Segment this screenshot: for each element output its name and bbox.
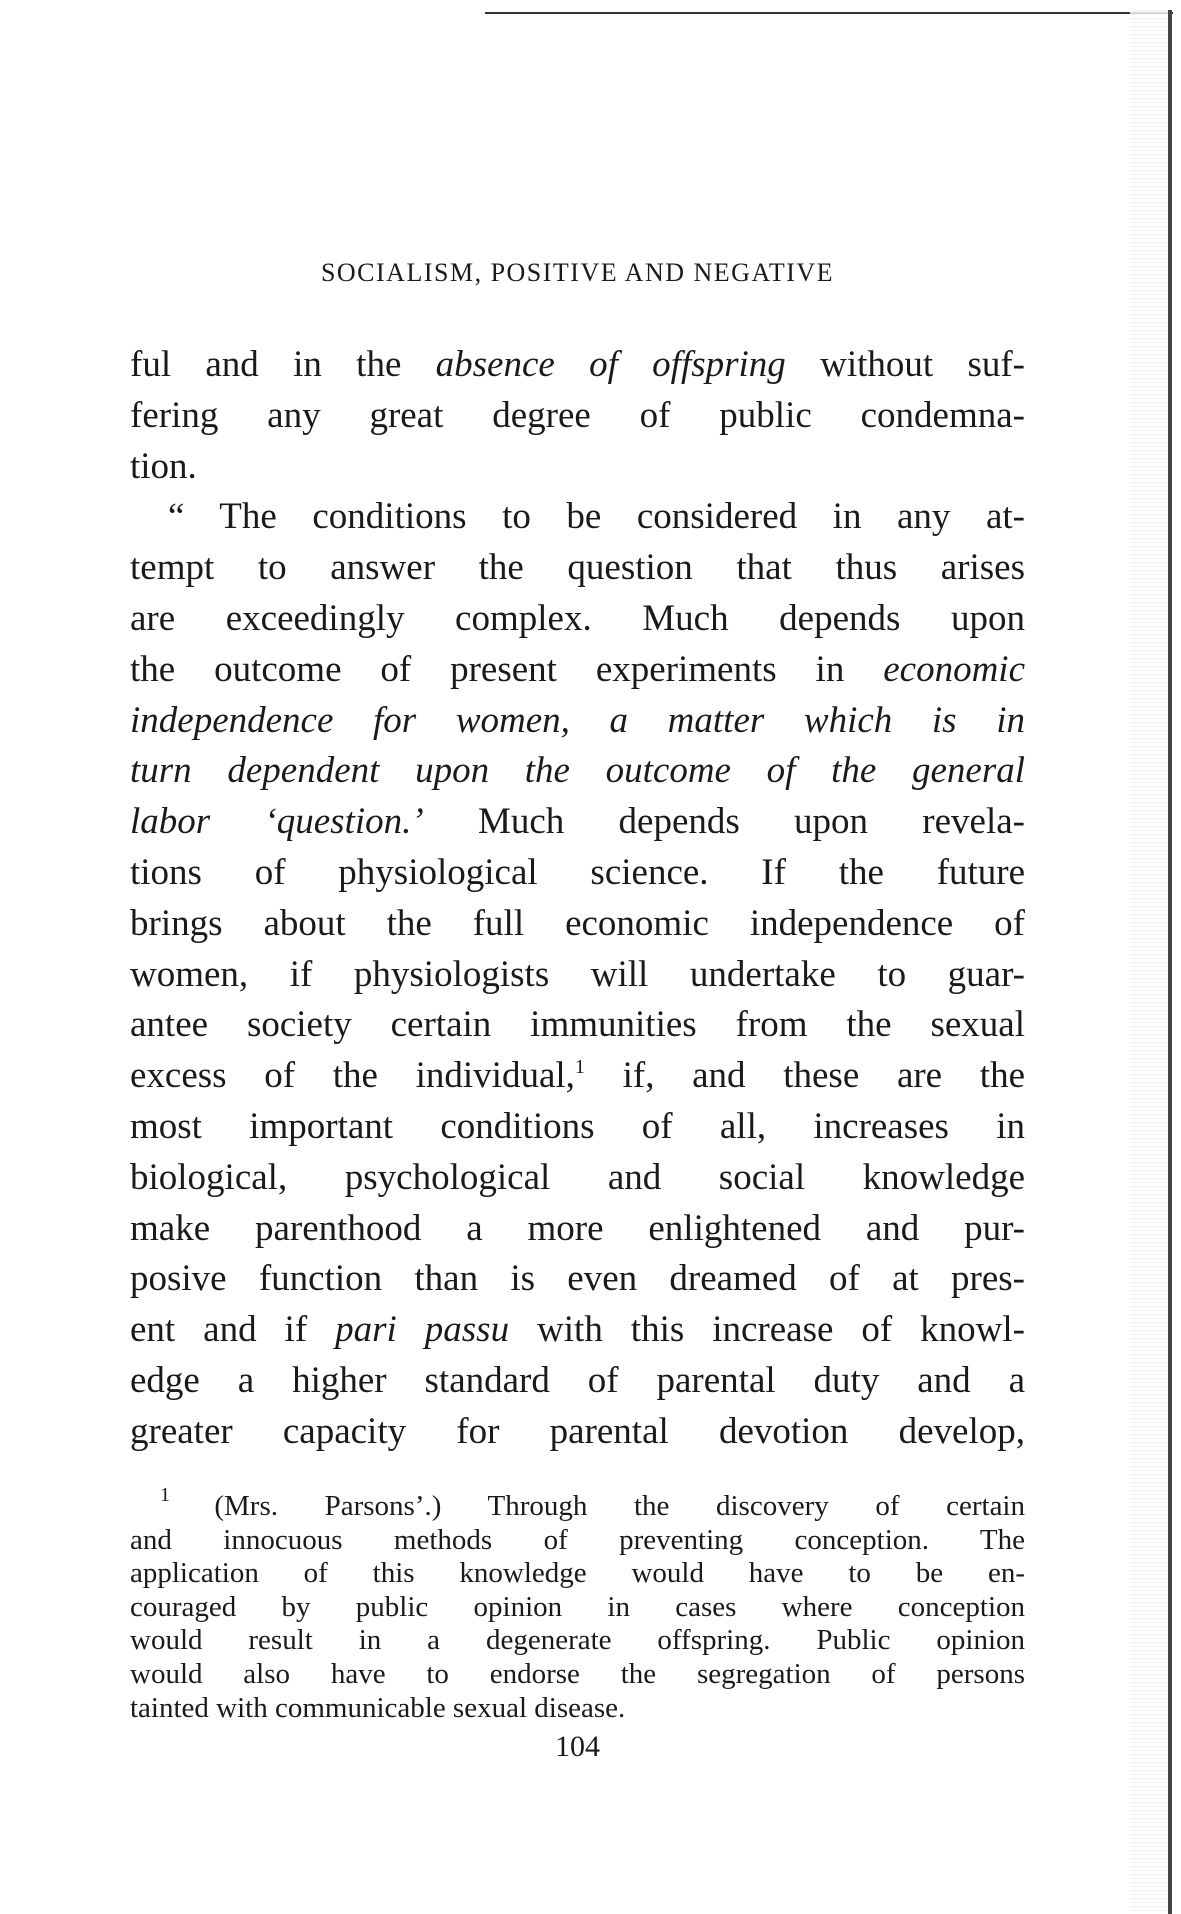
footnote-text: would result in a degenerate offspring. Public opinion (130, 1624, 1025, 1657)
text-segment: ful and in the (130, 344, 436, 385)
footnote-text: application of this knowledge would have to be en- (130, 1557, 1025, 1590)
body-text (130, 340, 1025, 1458)
text-line (130, 442, 1025, 493)
text-segment: “ The conditions to be considered in any at- (168, 496, 1025, 538)
footnote-line (130, 1624, 1025, 1658)
footnote-reference: 1 (574, 1056, 585, 1079)
page-top-rule (485, 12, 1173, 14)
text-line (130, 797, 1025, 848)
text-line (130, 899, 1025, 950)
text-segment: tion. (130, 445, 197, 487)
italic-text: turn dependent upon the outcome of the general (130, 750, 1025, 792)
footnote-text: tainted with communicable sexual disease. (130, 1691, 626, 1724)
text-line (130, 492, 1025, 543)
footnote-line (130, 1692, 1025, 1726)
text-line (130, 1356, 1025, 1407)
text-line (130, 1102, 1025, 1153)
footnote-line (130, 1524, 1025, 1558)
text-segment: most important conditions of all, increases in (130, 1105, 1025, 1147)
text-line (130, 950, 1025, 1001)
footnote-line (130, 1557, 1025, 1591)
italic-text: pari passu (335, 1309, 510, 1351)
text-segment: if, and these are the (584, 1055, 1025, 1097)
text-line (130, 543, 1025, 594)
text-segment: tions of physiological science. If the future (130, 851, 1025, 893)
text-line (130, 1204, 1025, 1255)
text-line (130, 746, 1025, 797)
footnote-text: and innocuous methods of preventing conception. The (130, 1523, 1025, 1556)
footnote-text: (Mrs. Parsons’.) Through the discovery of certain (214, 1490, 1025, 1522)
text-segment: women, if physiologists will undertake to guar- (130, 953, 1025, 995)
text-line (130, 1051, 1025, 1102)
footnote-line (130, 1484, 1025, 1524)
text-segment: greater capacity for parental devotion develop, (130, 1410, 1025, 1452)
text-segment: are exceedingly complex. Much depends upon (130, 597, 1025, 639)
text-segment: edge a higher standard of parental duty and a (130, 1359, 1025, 1401)
text-segment: posive function than is even dreamed of at pres- (130, 1258, 1025, 1300)
text-segment: antee society certain immunities from the sexual (130, 1004, 1025, 1046)
italic-text: absence of offspring (435, 344, 786, 385)
italic-text: labor ‘question.’ (130, 801, 424, 843)
footnote-line (130, 1658, 1025, 1692)
text-line (130, 1254, 1025, 1305)
text-line (130, 645, 1025, 696)
text-line (130, 1407, 1025, 1458)
running-header: SOCIALISM, POSITIVE AND NEGATIVE (320, 258, 835, 287)
footnote-text: would also have to endorse the segregation of persons (130, 1657, 1025, 1690)
text-line (130, 696, 1025, 747)
text-line (130, 1153, 1025, 1204)
text-segment: make parenthood a more enlightened and pur- (130, 1207, 1025, 1249)
text-segment: ent and if (130, 1309, 336, 1351)
footnote-marker: 1 (160, 1484, 215, 1506)
text-segment: Much depends upon revela- (423, 801, 1025, 843)
footnote (130, 1484, 1025, 1725)
text-segment: excess of the individual, (130, 1055, 575, 1097)
footnote-line (130, 1591, 1025, 1625)
text-segment: the outcome of present experiments in (130, 648, 884, 690)
page-edge-shading (1130, 10, 1168, 1914)
text-segment: tempt to answer the question that thus arises (130, 547, 1025, 589)
page-number: 104 (555, 1730, 600, 1763)
text-line (130, 1305, 1025, 1356)
text-line (130, 848, 1025, 899)
text-segment: without suf- (785, 344, 1025, 385)
text-segment: with this increase of knowl- (509, 1309, 1025, 1351)
text-line (130, 340, 1025, 391)
text-line (130, 594, 1025, 645)
italic-text: economic (883, 648, 1025, 690)
italic-text: independence for women, a matter which is in (130, 699, 1025, 741)
text-segment: biological, psychological and social knowledge (130, 1156, 1025, 1198)
page-edge (1168, 10, 1172, 1914)
footnote-text: couraged by public opinion in cases where conception (130, 1590, 1025, 1623)
text-line (130, 391, 1025, 442)
text-segment: fering any great degree of public condemna- (130, 394, 1025, 436)
text-segment: brings about the full economic independence of (130, 902, 1025, 944)
text-line (130, 1000, 1025, 1051)
